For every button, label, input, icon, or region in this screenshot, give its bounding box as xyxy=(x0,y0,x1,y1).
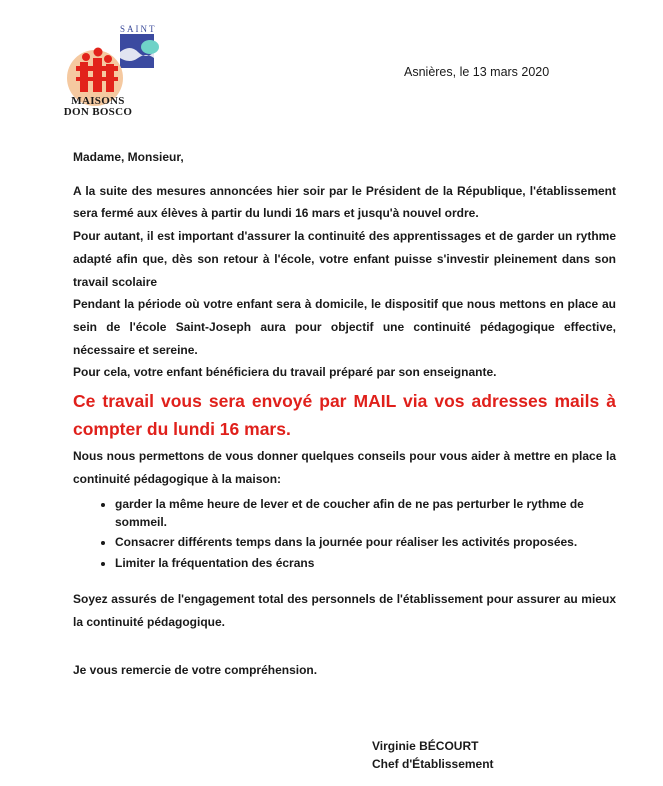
tips-list xyxy=(73,496,616,572)
thanks-line: Je vous remercie de votre compréhension. xyxy=(73,662,318,677)
letter-body xyxy=(73,146,616,682)
logo-line-2: DON BOSCO xyxy=(63,106,133,118)
logo-saint-label: SAINT xyxy=(120,24,157,34)
letter-date: Asnières, le 13 mars 2020 xyxy=(404,65,550,79)
paragraph-work: Pour cela, votre enfant bénéficiera du travail préparé par son enseignante. xyxy=(73,365,497,380)
logo-wordmark xyxy=(62,96,134,118)
paragraph-closure: A la suite des mesures annoncées hier soir par le Président de la République, l'établissement sera fermé aux élèves à partir du lundi 16 mars et jusqu'à nouvel ordre. xyxy=(73,183,616,221)
logo-line-1: MAISONS xyxy=(71,95,125,107)
tip-item: • Limiter la fréquentation des écrans xyxy=(115,555,616,573)
maisons-don-bosco-logo xyxy=(62,22,172,122)
highlight-mail-notice: Ce travail vous sera envoyé par MAIL via vos adresses mails à compter du lundi 16 mars. xyxy=(73,391,616,440)
signature-block xyxy=(372,737,494,773)
tip-item: • Consacrer différents temps dans la journée pour réaliser les activités proposées. xyxy=(115,534,616,552)
logo-accent xyxy=(141,40,159,54)
paragraph-advice: Nous nous permettons de vous donner quelques conseils pour vous aider à mettre en place la continuité pédagogique à la maison: xyxy=(73,449,616,486)
paragraph-device: Pendant la période où votre enfant sera à domicile, le dispositif que nous mettons en place au sein de l'école Saint-Joseph aura pour objectif une continuité pédagogique effective, nécessaire et sereine. xyxy=(73,297,616,357)
signature-name: Virginie BÉCOURT xyxy=(372,739,479,753)
greeting: Madame, Monsieur, xyxy=(73,150,184,164)
paragraph-commitment: Soyez assurés de l'engagement total des personnels de l'établissement pour assurer au mieux la continuité pédagogique. xyxy=(73,592,616,630)
tip-item: • garder la même heure de lever et de coucher afin de ne pas perturber le rythme de sommeil. xyxy=(115,496,616,531)
paragraph-continuity: Pour autant, il est important d'assurer la continuité des apprentissages et de garder un rythme adapté afin que, dès son retour à l'école, votre enfant puisse s'investir pleinement dans son travail scolaire xyxy=(73,229,616,289)
signature-title: Chef d'Établissement xyxy=(372,757,494,771)
